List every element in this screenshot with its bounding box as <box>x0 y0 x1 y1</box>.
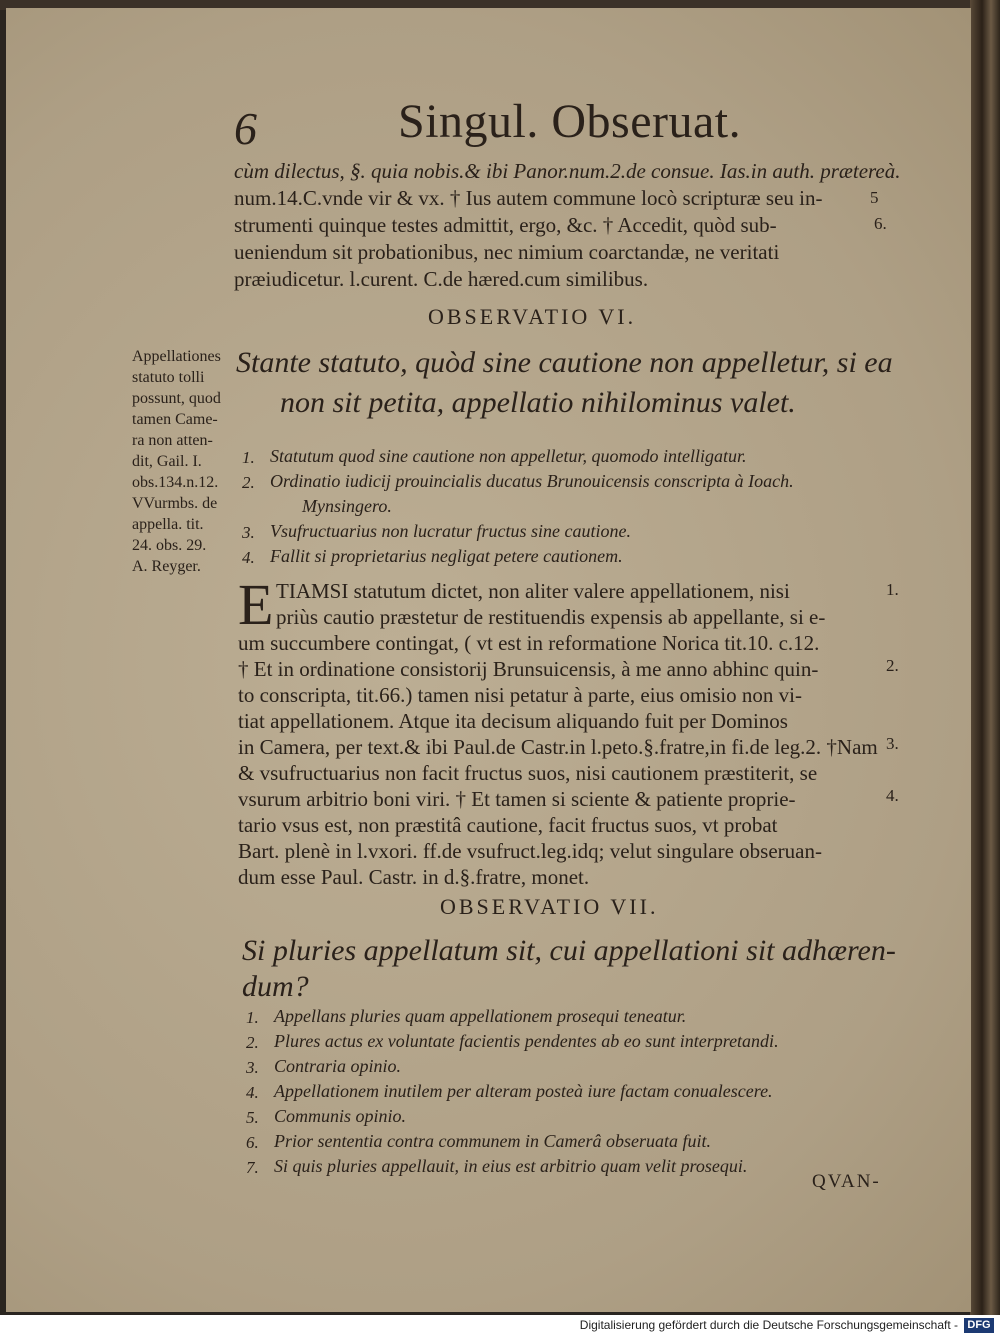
text-line: vsurum arbitrio boni viri. † Et tamen si sciente & patiente proprie- <box>238 787 796 811</box>
margin-number: 2. <box>886 656 899 675</box>
summary-item: Si quis pluries appellauit, in eius est arbitrio quam velit prosequi. <box>274 1156 748 1176</box>
page-number: 6 <box>234 103 257 154</box>
text-line: † Et in ordinatione consistorij Brunsuicensis, à me anno abhinc quin- <box>238 657 819 681</box>
margin-number: 5 <box>870 188 879 207</box>
summary-number: 1. <box>246 1008 259 1027</box>
summary-number: 7. <box>246 1158 259 1177</box>
margin-number: 1. <box>886 580 899 599</box>
margin-note-line: possunt, quod <box>132 390 221 407</box>
section-title-line: non sit petita, appellatio nihilominus valet. <box>280 386 796 419</box>
text-line: strumenti quinque testes admittit, ergo, &c. † Accedit, quòd sub- <box>234 213 777 237</box>
summary-number: 6. <box>246 1133 259 1152</box>
text-line: ueniendum sit probationibus, nec nimium coarctandæ, ne veritati <box>234 240 780 264</box>
summary-item: Prior sententia contra communem in Camerâ obseruata fuit. <box>274 1131 711 1151</box>
dfg-logo: DFG <box>964 1318 994 1333</box>
margin-note-line: statuto tolli <box>132 369 205 386</box>
section-title-line: Si pluries appellatum sit, cui appellationi sit adhæren- <box>242 934 896 967</box>
text-line: dum esse Paul. Castr. in d.§.fratre, monet. <box>238 865 590 889</box>
summary-number: 1. <box>242 448 255 467</box>
margin-note-line: VVurmbs. de <box>132 495 218 512</box>
text-line: & vsufructuarius non facit fructus suos, nisi cautionem præstiterit, se <box>238 761 818 785</box>
text-line: cùm dilectus, §. quia nobis.& ibi Panor.num.2.de consue. Ias.in auth. prætereà. <box>234 159 901 183</box>
summary-item: Ordinatio iudicij prouincialis ducatus Brunouicensis conscripta à Ioach. <box>270 471 794 491</box>
summary-number: 4. <box>246 1083 259 1102</box>
summary-number: 2. <box>246 1033 259 1052</box>
section-title-line: Stante statuto, quòd sine cautione non appelletur, si ea <box>236 346 893 379</box>
text-line: num.14.C.vnde vir & vx. † Ius autem commune locò scripturæ seu in- <box>234 186 823 210</box>
summary-item: Vsufructuarius non lucratur fructus sine cautione. <box>270 521 631 541</box>
text-line: priùs cautio præstetur de restituendis expensis ab appellante, si e- <box>276 605 826 629</box>
text-line: præiudicetur. l.curent. C.de hæred.cum similibus. <box>234 267 649 291</box>
summary-item: Statutum quod sine cautione non appelletur, quomodo intelligatur. <box>270 446 747 466</box>
summary-number: 5. <box>246 1108 259 1127</box>
text-line: tiat appellationem. Atque ita decisum aliquando fuit per Dominos <box>238 709 788 733</box>
margin-note-line: A. Reyger. <box>132 558 201 575</box>
drop-cap: E <box>238 572 274 637</box>
section-heading: OBSERVATIO VI. <box>428 304 637 329</box>
book-page <box>6 8 971 1312</box>
text-line: in Camera, per text.& ibi Paul.de Castr.in l.peto.§.fratre,in fi.de leg.2. †Nam <box>238 735 878 759</box>
section-title-line: dum? <box>242 970 309 1003</box>
text-line: um succumbere contingat, ( vt est in reformatione Norica tit.10. c.12. <box>238 631 820 655</box>
margin-note-line: dit, Gail. I. <box>132 453 202 470</box>
summary-number: 3. <box>246 1058 259 1077</box>
digitization-footer <box>0 1315 1000 1338</box>
margin-number: 3. <box>886 734 899 753</box>
margin-note-line: 24. obs. 29. <box>132 537 207 554</box>
summary-item: Communis opinio. <box>274 1106 407 1126</box>
summary-item: Contraria opinio. <box>274 1056 402 1076</box>
text-line: TIAMSI statutum dictet, non aliter valere appellationem, nisi <box>276 579 790 603</box>
summary-item: Plures actus ex voluntate facientis pendentes ab eo sunt interpretandi. <box>274 1031 779 1051</box>
running-title: Singul. Obseruat. <box>398 95 742 148</box>
footer-credit: Digitalisierung gefördert durch die Deutsche Forschungsgemeinschaft - <box>579 1318 958 1332</box>
margin-note-line: appella. tit. <box>132 516 204 533</box>
summary-number: 2. <box>242 473 255 492</box>
text-line: Bart. plenè in l.vxori. ff.de vsufruct.leg.idq; velut singulare obseruan- <box>238 839 822 863</box>
summary-item: Appellationem inutilem per alteram posteà iure factam conualescere. <box>274 1081 773 1101</box>
scan-background-right <box>970 0 1000 1315</box>
catchword: QVAN- <box>812 1171 881 1192</box>
summary-number: 4. <box>242 548 255 567</box>
margin-note-line: obs.134.n.12. <box>132 474 219 491</box>
summary-number: 3. <box>242 523 255 542</box>
section-heading: OBSERVATIO VII. <box>440 894 659 919</box>
summary-item: Appellans pluries quam appellationem prosequi teneatur. <box>274 1006 687 1026</box>
text-line: tario vsus est, non præstitâ cautione, facit fructus suos, vt probat <box>238 813 778 837</box>
margin-note-line: Appellationes <box>132 348 221 365</box>
margin-number: 4. <box>886 786 899 805</box>
margin-note-line: ra non atten- <box>132 432 213 449</box>
summary-item: Fallit si proprietarius negligat petere cautionem. <box>270 546 623 566</box>
text-line: to conscripta, tit.66.) tamen nisi petatur à parte, eius omisio non vi- <box>238 683 802 707</box>
margin-number: 6. <box>874 214 887 233</box>
summary-item: Mynsingero. <box>302 496 392 516</box>
margin-note-line: tamen Came- <box>132 411 218 428</box>
